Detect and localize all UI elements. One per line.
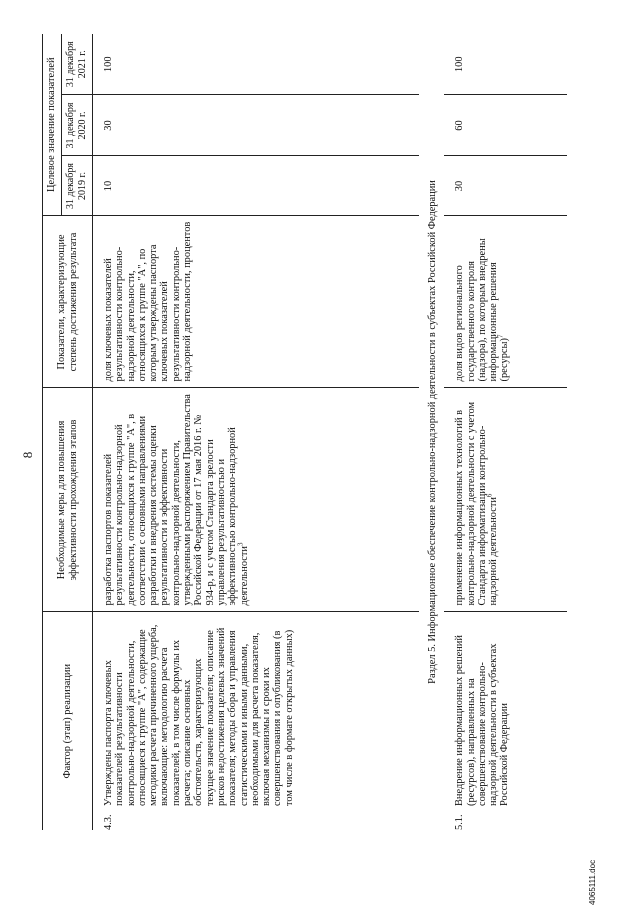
row-measures: применение информационных технологий в контрольно-надзорной деятельности с учетом Стандарта информатизации контрольно-надзорной деятельности$^6$: [444, 388, 567, 612]
footer-code: 4065111.doc: [588, 859, 597, 905]
footnote-mark: 3: [236, 542, 245, 547]
row-value-2020: 60: [444, 95, 567, 156]
row-value-2021: 100: [444, 34, 567, 95]
row-number: 5.1.: [454, 814, 466, 830]
row-factor: Утверждены паспорта ключевых показателей результативности контрольно-надзорной деятельности, относящиеся к группе "А", содержащие методики расчета причиненного ущерба, включающие: методологию расчета показателей, в том числе формулы их расчета; описание основных обстоятельств, характеризующих текущее значение показателя; описание рисков недостижения целевых значений показателя; методы сбора и управления статистическими и иными данными, необходимыми для расчета показателя, включая механизмы и сроки их совершенствования и опубликования (в том числе в формате открытых данных): [103, 624, 295, 806]
row-value-2020: 30: [93, 95, 420, 156]
row-measures: разработка паспортов показателей результативности контрольно-надзорной деятельности, относящихся к группе "А", в соответствии с основными направлениями разработки и внедрения системы оценки результативности и эффективности контрольно-надзорной деятельности, утвержденными распоряжением Правительства Российской Федерации от 17 мая 2016 г. № 934-р, и с учетом Стандарта зрелости управления результативностью и эффективностью контрольно-надзорной деятельности$^3$: [93, 388, 420, 612]
header-date-2020: 31 декабря 2020 г.: [62, 95, 93, 156]
header-measures: Необходимые меры для повышения эффективности прохождения этапов: [43, 388, 93, 612]
row-indicator: доля ключевых показателей результативности контрольно-надзорной деятельности, относящихся к группе "А", по которым утверждены паспорта ключевых показателей результативности контрольно-надзорной деятельности, процентов: [93, 216, 420, 388]
footnote-mark: 6: [485, 493, 494, 498]
row-value-2021: 100: [93, 34, 420, 95]
row-indicator: доля видов регионального государственного контроля (надзора), по которым внедрены информационные решения (ресурсы)$^7$: [444, 216, 567, 388]
header-date-2021: 31 декабря 2021 г.: [62, 34, 93, 95]
table-row: [444, 34, 567, 830]
page-number: 8: [20, 451, 35, 459]
section-row: [419, 34, 444, 830]
header-date-2019: 31 декабря 2019 г.: [62, 156, 93, 216]
measures-table: [42, 34, 567, 830]
table-row: [93, 34, 420, 830]
row-value-2019: 10: [93, 156, 420, 216]
row-factor: Внедрение информационных решений (ресурсов), направленных на совершенствование контрольно-надзорной деятельности в субъектах Российской Федерации: [454, 635, 511, 806]
section-title: Раздел 5. Информационное обеспечение контрольно-надзорной деятельности в субъектах Российской Федерации: [427, 180, 438, 684]
footnote-mark: 7: [497, 334, 506, 339]
header-factor: Фактор (этап) реализации: [43, 612, 93, 830]
row-value-2019: 30: [444, 156, 567, 216]
header-target: Целевое значение показателей: [43, 34, 62, 216]
row-number: 4.3.: [103, 814, 114, 830]
header-indicators: Показатели, характеризующие степень достижения результата: [43, 216, 93, 388]
